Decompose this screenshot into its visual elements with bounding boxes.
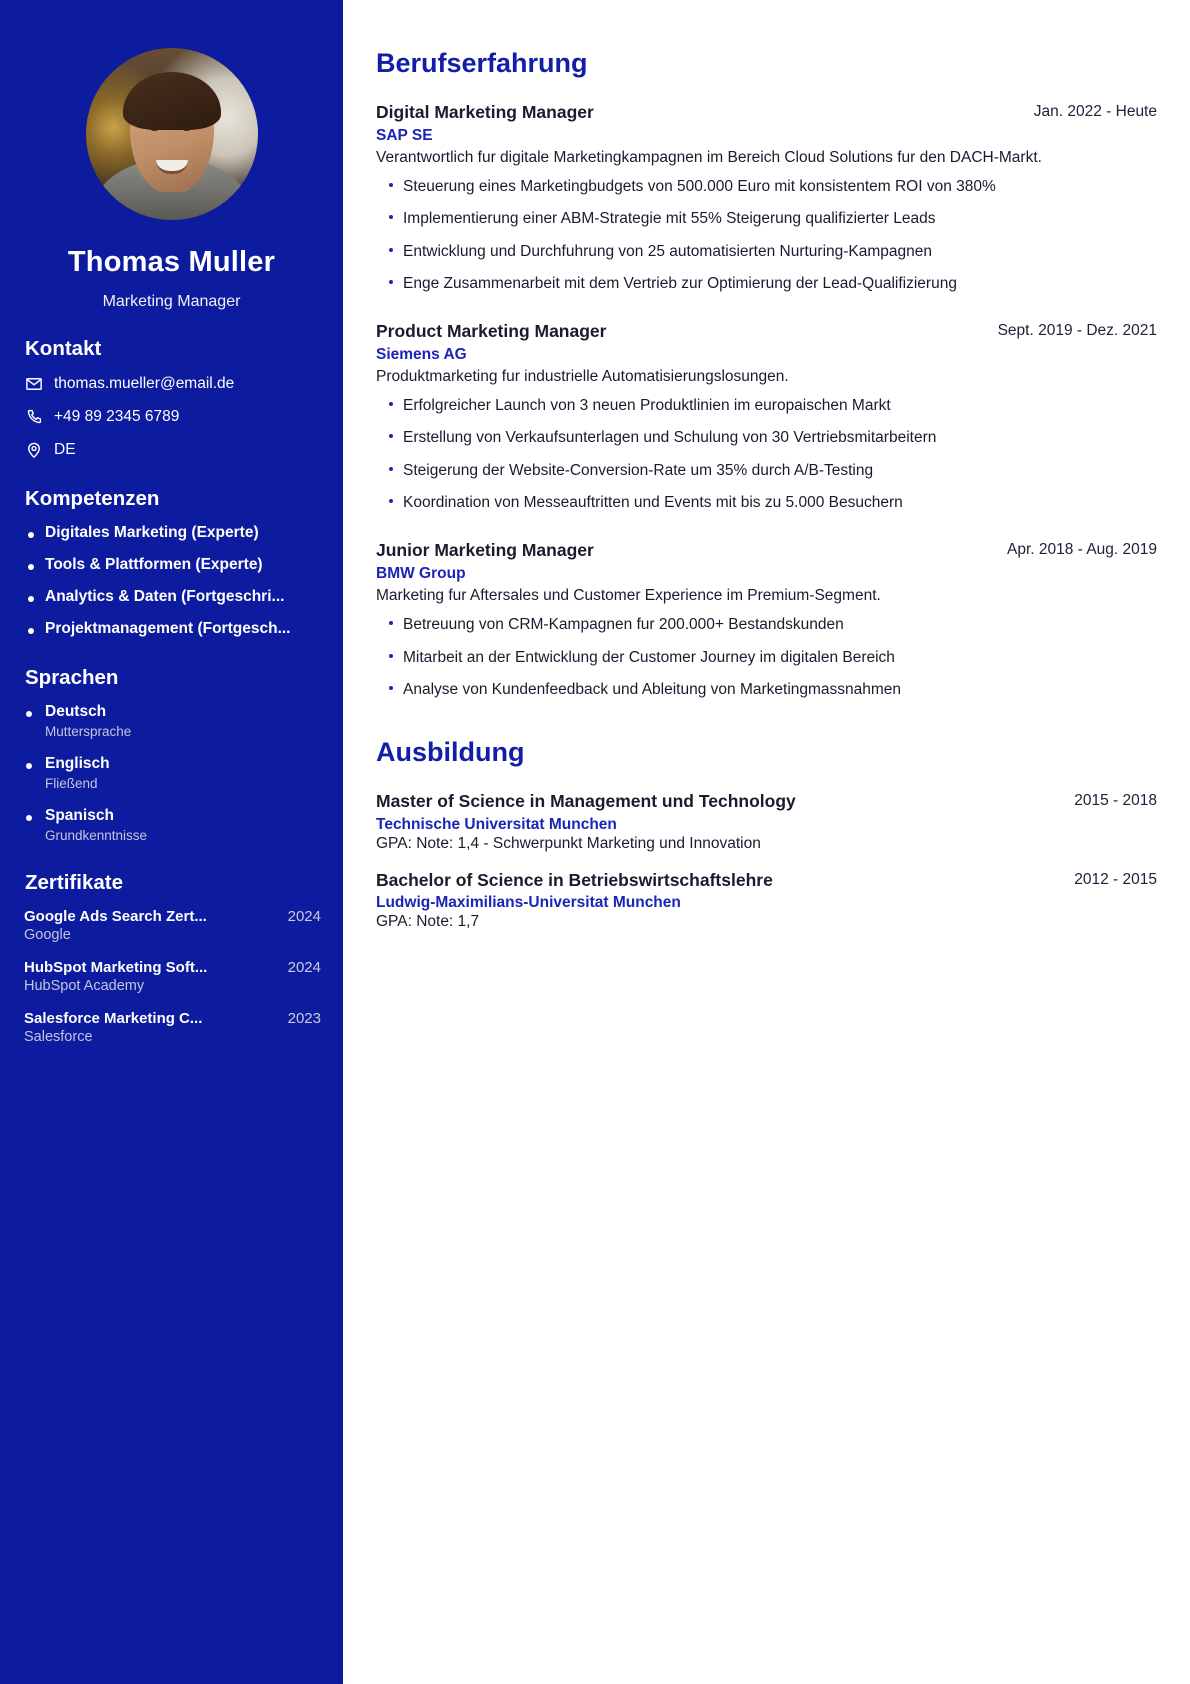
skill-item: Analytics & Daten (Fortgeschri... bbox=[26, 588, 321, 606]
skills-heading: Kompetenzen bbox=[25, 487, 160, 510]
job-date: Sept. 2019 - Dez. 2021 bbox=[997, 322, 1157, 340]
languages-list bbox=[22, 703, 321, 843]
contact-location-value: DE bbox=[54, 440, 76, 458]
sidebar bbox=[0, 0, 343, 1684]
contact-item-email bbox=[22, 374, 321, 393]
job-title: Product Marketing Manager bbox=[376, 321, 607, 342]
school-name: Ludwig-Maximilians-Universitat Munchen bbox=[376, 894, 681, 912]
experience-entry-header bbox=[376, 320, 1157, 344]
certificate-top-row bbox=[24, 1010, 321, 1027]
language-name: Deutsch bbox=[45, 703, 107, 720]
certificate-top-row bbox=[24, 908, 321, 925]
degree-date: 2015 - 2018 bbox=[1074, 792, 1157, 810]
achievement-item: Entwicklung und Durchfuhrung von 25 automatisierten Nurturing-Kampagnen bbox=[376, 240, 1157, 263]
language-item bbox=[22, 703, 321, 739]
job-date: Jan. 2022 - Heute bbox=[1033, 103, 1157, 120]
language-name: Englisch bbox=[45, 755, 110, 772]
education-heading: Ausbildung bbox=[376, 737, 525, 768]
contact-heading: Kontakt bbox=[25, 337, 102, 360]
profile-name: Thomas Muller bbox=[67, 246, 276, 278]
certificate-item bbox=[22, 1010, 321, 1045]
experience-entry-header bbox=[376, 539, 1157, 563]
skill-item: Projektmanagement (Fortgesch... bbox=[26, 620, 321, 638]
experience-entry-header bbox=[376, 101, 1157, 125]
certificate-issuer: Salesforce bbox=[24, 1029, 93, 1045]
certificate-year: 2024 bbox=[287, 959, 321, 976]
certificate-item bbox=[22, 959, 321, 994]
job-date: Apr. 2018 - Aug. 2019 bbox=[1007, 541, 1157, 559]
achievement-item: Erstellung von Verkaufsunterlagen und Schulung von 30 Vertriebsmitarbeitern bbox=[376, 426, 1157, 449]
certificate-top-row bbox=[24, 959, 321, 976]
main-content bbox=[343, 0, 1190, 1684]
certificates-list bbox=[22, 908, 321, 1045]
job-company: BMW Group bbox=[376, 564, 466, 582]
experience-heading: Berufserfahrung bbox=[376, 48, 588, 78]
degree-title: Bachelor of Science in Betriebswirtschaftslehre bbox=[376, 869, 773, 890]
achievement-item: Enge Zusammenarbeit mit dem Vertrieb zur Optimierung der Lead-Qualifizierung bbox=[376, 272, 1157, 295]
contact-phone-value: +49 89 2345 6789 bbox=[54, 407, 180, 425]
achievement-item: Analyse von Kundenfeedback und Ableitung von Marketingmassnahmen bbox=[376, 678, 1157, 701]
achievement-item: Implementierung einer ABM-Strategie mit 55% Steigerung qualifizierter Leads bbox=[376, 207, 1157, 230]
language-level: Fließend bbox=[45, 776, 98, 791]
job-company: SAP SE bbox=[376, 126, 433, 144]
skill-item: Tools & Plattformen (Experte) bbox=[26, 556, 321, 574]
achievement-item: Mitarbeit an der Entwicklung der Customer Journey im digitalen Bereich bbox=[376, 646, 1157, 669]
degree-gpa: GPA: Note: 1,7 bbox=[376, 913, 480, 931]
job-achievements bbox=[376, 175, 1157, 295]
achievement-item: Erfolgreicher Launch von 3 neuen Produktlinien im europaischen Markt bbox=[376, 394, 1157, 417]
certificates-heading: Zertifikate bbox=[25, 871, 123, 894]
profile-role: Marketing Manager bbox=[102, 293, 241, 310]
language-item bbox=[22, 807, 321, 843]
certificate-title: Google Ads Search Zert... bbox=[24, 908, 207, 925]
education-entry-header bbox=[376, 790, 1157, 814]
job-title: Junior Marketing Manager bbox=[376, 540, 594, 561]
certificate-issuer: HubSpot Academy bbox=[24, 978, 145, 994]
job-description: Produktmarketing fur industrielle Automatisierungslosungen. bbox=[376, 367, 789, 385]
job-achievements bbox=[376, 613, 1157, 701]
experience-entry bbox=[376, 539, 1157, 701]
education-entry-header bbox=[376, 869, 1157, 893]
language-item bbox=[22, 755, 321, 791]
education-entry bbox=[376, 869, 1157, 932]
job-description: Verantwortlich fur digitale Marketingkampagnen im Bereich Cloud Solutions fur den DACH-Markt. bbox=[376, 148, 1042, 166]
contact-item-location bbox=[22, 440, 321, 459]
contact-list bbox=[22, 374, 321, 459]
job-company: Siemens AG bbox=[376, 345, 467, 363]
school-name: Technische Universitat Munchen bbox=[376, 815, 617, 833]
photo-eye-right bbox=[182, 126, 191, 131]
profile-photo bbox=[86, 48, 258, 220]
job-achievements bbox=[376, 394, 1157, 514]
degree-gpa: GPA: Note: 1,4 - Schwerpunkt Marketing und Innovation bbox=[376, 834, 761, 852]
certificate-year: 2023 bbox=[287, 1010, 321, 1027]
contact-item-phone bbox=[22, 407, 321, 426]
certificate-year: 2024 bbox=[287, 908, 321, 925]
language-level: Muttersprache bbox=[45, 724, 132, 739]
photo-eye-left bbox=[150, 126, 159, 131]
location-pin-icon bbox=[24, 440, 43, 459]
envelope-icon bbox=[24, 374, 43, 393]
skill-item: Digitales Marketing (Experte) bbox=[26, 524, 321, 542]
experience-entry bbox=[376, 320, 1157, 514]
skills-list bbox=[22, 524, 321, 638]
degree-title: Master of Science in Management und Technology bbox=[376, 791, 796, 812]
degree-date: 2012 - 2015 bbox=[1074, 870, 1157, 888]
certificate-title: HubSpot Marketing Soft... bbox=[24, 959, 208, 976]
certificate-issuer: Google bbox=[24, 927, 71, 943]
language-name: Spanisch bbox=[45, 807, 114, 824]
phone-icon bbox=[24, 407, 43, 426]
contact-email-value: thomas.mueller@email.de bbox=[54, 374, 235, 392]
achievement-item: Steuerung eines Marketingbudgets von 500.000 Euro mit konsistentem ROI von 380% bbox=[376, 175, 1157, 198]
profile-photo-wrapper bbox=[22, 0, 321, 220]
education-entry bbox=[376, 790, 1157, 853]
language-level: Grundkenntnisse bbox=[45, 828, 148, 843]
languages-heading: Sprachen bbox=[25, 666, 119, 689]
certificate-item bbox=[22, 908, 321, 943]
achievement-item: Betreuung von CRM-Kampagnen fur 200.000+ Bestandskunden bbox=[376, 613, 1157, 636]
experience-entry bbox=[376, 101, 1157, 295]
certificate-title: Salesforce Marketing C... bbox=[24, 1010, 203, 1027]
job-title: Digital Marketing Manager bbox=[376, 102, 594, 122]
job-description: Marketing fur Aftersales und Customer Experience im Premium-Segment. bbox=[376, 586, 881, 604]
achievement-item: Steigerung der Website-Conversion-Rate um 35% durch A/B-Testing bbox=[376, 459, 1157, 482]
achievement-item: Koordination von Messeauftritten und Events mit bis zu 5.000 Besuchern bbox=[376, 491, 1157, 514]
